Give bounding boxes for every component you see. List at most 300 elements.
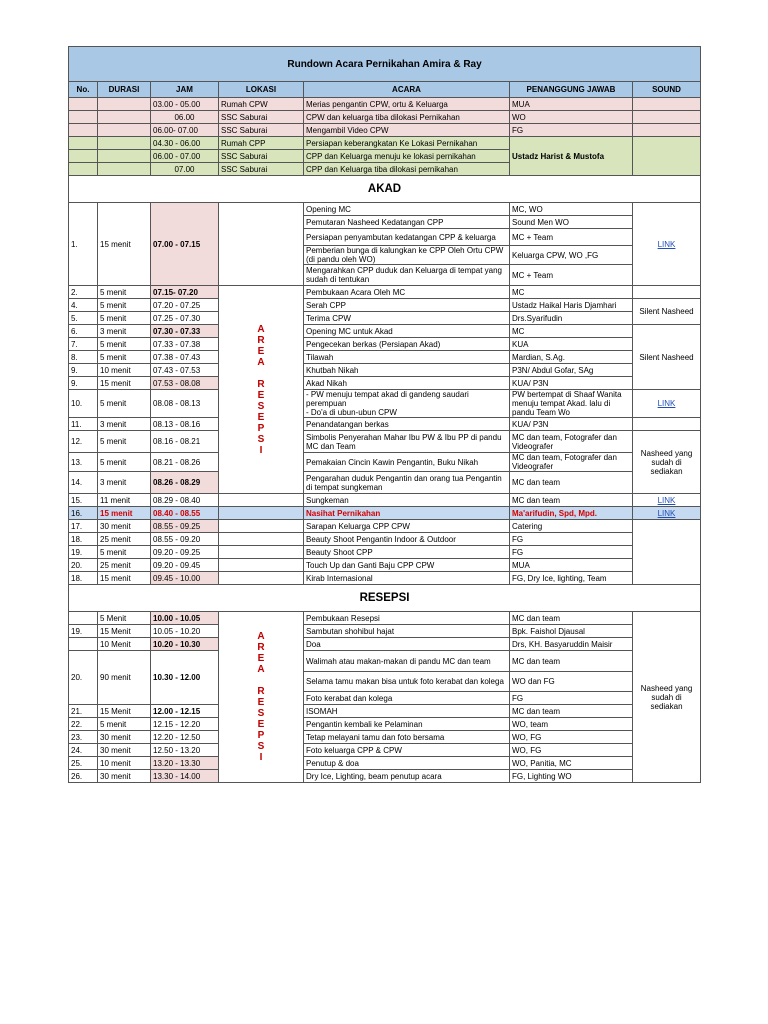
durasi-cell: 5 menit [98,718,151,731]
table-row [69,364,701,377]
no-cell: 5. [69,312,98,325]
prep-row [69,98,701,111]
section-akad-heading: AKAD [69,176,701,203]
no-cell: 13. [69,453,98,472]
acara-cell: Dry Ice, Lighting, beam penutup acara [304,770,510,783]
table-row [69,494,701,507]
no-cell: 15. [69,494,98,507]
acara-cell: Sambutan shohibul hajat [304,625,510,638]
jam-cell: 12.20 - 12.50 [151,731,219,744]
jam-cell: 08.08 - 08.13 [151,390,219,418]
pj-cell: MC + Team [510,265,633,286]
pj-cell: MC dan team [510,612,633,625]
table-row [69,572,701,585]
durasi-cell: 5 menit [98,299,151,312]
acara-cell: Simbolis Penyerahan Mahar Ibu PW & Ibu PP di pandu MC dan Team [304,431,510,453]
pj-cell: Drs, KH. Basyaruddin Maisir [510,638,633,651]
column-header: ACARA [304,82,510,98]
acara-cell: Tetap melayani tamu dan foto bersama [304,731,510,744]
table-row [69,533,701,546]
jam-cell: 07.33 - 07.38 [151,338,219,351]
table-cell [69,612,98,625]
no-cell: 23. [69,731,98,744]
durasi-cell: 10 Menit [98,638,151,651]
durasi-cell: 11 menit [98,494,151,507]
acara-cell: Pemakaian Cincin Kawin Pengantin, Buku Nikah [304,453,510,472]
area-letter: E [257,697,265,708]
table-cell [219,507,304,520]
section-row [69,176,701,203]
jam-cell: 06.00 - 07.00 [151,150,219,163]
area-letter: S [257,741,265,752]
no-cell: 26. [69,770,98,783]
jam-cell: 10.05 - 10.20 [151,625,219,638]
durasi-cell: 15 Menit [98,705,151,718]
title-row [69,47,701,82]
area-letter [219,675,303,686]
sound-link[interactable]: LINK [633,494,701,507]
pj-cell: MC dan team [510,472,633,494]
durasi-cell: 15 menit [98,377,151,390]
table-cell [219,546,304,559]
pj-cell: FG [510,124,633,137]
durasi-cell: 30 menit [98,731,151,744]
table-cell [633,124,701,137]
durasi-cell: 3 menit [98,325,151,338]
no-cell: 12. [69,431,98,453]
table-cell [69,638,98,651]
area-letter: R [257,334,265,346]
no-cell: 6. [69,325,98,338]
table-row [69,312,701,325]
table-cell [98,111,151,124]
table-cell [219,533,304,546]
acara-cell: CPP dan Keluarga menuju ke lokasi pernikahan [304,150,510,163]
acara-cell: Opening MC untuk Akad [304,325,510,338]
acara-cell: Walimah atau makan-makan di pandu MC dan team [304,651,510,672]
pj-cell: MC, WO [510,203,633,216]
table-row [69,472,701,494]
acara-cell: ISOMAH [304,705,510,718]
acara-cell: Kirab Internasional [304,572,510,585]
sound-cell: Silent Nasheed [633,299,701,325]
jam-cell: 07.30 - 07.33 [151,325,219,338]
pj-cell: FG [510,692,633,705]
table-row [69,418,701,431]
durasi-cell: 30 menit [98,520,151,533]
table-cell [98,124,151,137]
no-cell: 4. [69,299,98,312]
table-row [69,520,701,533]
area-letter: A [257,356,265,368]
table-row [69,390,701,418]
jam-cell: 08.26 - 08.29 [151,472,219,494]
no-cell: 18. [69,533,98,546]
pj-cell: MC dan team [510,705,633,718]
no-cell: 10. [69,390,98,418]
pj-cell: MUA [510,98,633,111]
jam-cell: 08.55 - 09.25 [151,520,219,533]
area-resepsi-label [219,612,304,783]
table-cell [633,111,701,124]
table-row [69,325,701,338]
column-header: SOUND [633,82,701,98]
area-letter: A [257,664,265,675]
sound-link[interactable]: LINK [633,203,701,286]
sound-cell: Nasheed yang sudah di sediakan [633,612,701,783]
acara-cell: CPP dan Keluarga tiba dilokasi pernikahan [304,163,510,176]
jam-cell: 07.53 - 08.08 [151,377,219,390]
table-row [69,651,701,672]
table-cell [633,520,701,585]
jam-cell: 07.15- 07.20 [151,286,219,299]
durasi-cell: 90 menit [98,651,151,705]
pj-cell: Bpk. Faishol Djausal [510,625,633,638]
jam-cell: 13.20 - 13.30 [151,757,219,770]
pj-cell: WO dan FG [510,672,633,692]
table-row [69,744,701,757]
area-letter: I [259,752,263,763]
pj-cell: Keluarga CPW, WO ,FG [510,246,633,265]
acara-cell: Pembukaan Resepsi [304,612,510,625]
pj-cell: Ustadz Harist & Mustofa [510,137,633,176]
lokasi-cell: SSC Saburai [219,150,304,163]
durasi-cell: 30 menit [98,770,151,783]
pj-cell: FG [510,546,633,559]
area-letter: A [257,323,265,335]
no-cell: 20. [69,651,98,705]
jam-cell: 09.45 - 10.00 [151,572,219,585]
durasi-cell: 5 Menit [98,612,151,625]
acara-cell: Opening MC [304,203,510,216]
acara-cell: Doa [304,638,510,651]
pj-cell: Catering [510,520,633,533]
table-cell [219,520,304,533]
durasi-cell: 5 menit [98,351,151,364]
no-cell: 22. [69,718,98,731]
table-cell [633,98,701,111]
jam-cell: 10.20 - 10.30 [151,638,219,651]
pj-cell: FG [510,533,633,546]
durasi-cell: 5 menit [98,286,151,299]
pj-cell: KUA [510,338,633,351]
jam-cell: 07.43 - 07.53 [151,364,219,377]
lokasi-cell: SSC Saburai [219,163,304,176]
area-letter: I [259,444,263,456]
pj-cell: WO [510,111,633,124]
no-cell: 9. [69,377,98,390]
rundown-table [68,46,701,783]
area-letter: S [257,708,265,719]
table-row [69,351,701,364]
table-row [69,299,701,312]
table-row [69,718,701,731]
no-cell: 24. [69,744,98,757]
acara-cell: Pengarahan duduk Pengantin dan orang tua Pengantin di tempat sungkeman [304,472,510,494]
pj-cell: MC dan team [510,494,633,507]
durasi-cell: 25 menit [98,559,151,572]
table-row [69,377,701,390]
no-cell: 11. [69,418,98,431]
jam-cell: 06.00- 07.00 [151,124,219,137]
no-cell: 25. [69,757,98,770]
jam-cell: 10.00 - 10.05 [151,612,219,625]
acara-cell: Pengecekan berkas (Persiapan Akad) [304,338,510,351]
area-letter: A [257,631,265,642]
table-row [69,286,701,299]
area-letter: E [257,345,265,357]
acara-cell: Merias pengantin CPW, ortu & Keluarga [304,98,510,111]
no-cell: 9. [69,364,98,377]
no-cell: 20. [69,559,98,572]
no-cell: 17. [69,520,98,533]
table-cell [633,286,701,299]
durasi-cell: 3 menit [98,418,151,431]
pj-cell: MC [510,286,633,299]
durasi-cell: 3 menit [98,472,151,494]
acara-cell: Touch Up dan Ganti Baju CPP CPW [304,559,510,572]
jam-cell: 10.30 - 12.00 [151,651,219,705]
pj-cell: WO, team [510,718,633,731]
column-header: No. [69,82,98,98]
acara-cell: Pemberian bunga di kalungkan ke CPP Oleh Ortu CPW (di pandu oleh WO) [304,246,510,265]
acara-cell: Beauty Shoot Pengantin Indoor & Outdoor [304,533,510,546]
header-row [69,82,701,98]
table-cell [98,137,151,150]
area-letter: R [257,686,265,697]
table-row [69,731,701,744]
no-cell: 19. [69,546,98,559]
jam-cell: 08.40 - 08.55 [151,507,219,520]
area-letter: P [257,730,265,741]
section-row [69,585,701,612]
pj-cell: MC + Team [510,229,633,246]
pj-cell: MC dan team, Fotografer dan Videografer [510,431,633,453]
area-letter: E [257,719,265,730]
pj-cell: MC dan team, Fotografer dan Videografer [510,453,633,472]
table-cell [219,572,304,585]
pj-cell: Drs.Syarifudin [510,312,633,325]
sound-cell: Silent Nasheed [633,325,701,390]
column-header: LOKASI [219,82,304,98]
jam-cell: 07.25 - 07.30 [151,312,219,325]
no-cell: 14. [69,472,98,494]
table-cell [98,163,151,176]
pj-cell: Mardian, S.Ag. [510,351,633,364]
acara-cell: Mengambil Video CPW [304,124,510,137]
jam-cell: 07.38 - 07.43 [151,351,219,364]
acara-cell: Akad Nikah [304,377,510,390]
column-header: JAM [151,82,219,98]
acara-cell: Tilawah [304,351,510,364]
pj-cell: KUA/ P3N [510,377,633,390]
jam-cell: 12.00 - 12.15 [151,705,219,718]
table-row [69,546,701,559]
acara-cell: Pemutaran Nasheed Kedatangan CPP [304,216,510,229]
table-row [69,638,701,651]
jam-cell: 12.50 - 13.20 [151,744,219,757]
area-letter: E [257,389,265,401]
jam-cell: 08.21 - 08.26 [151,453,219,472]
section-resepsi-heading: RESEPSI [69,585,701,612]
table-cell [633,137,701,176]
no-cell: 19. [69,625,98,638]
acara-cell: CPW dan keluarga tiba dilokasi Pernikahan [304,111,510,124]
durasi-cell: 15 menit [98,507,151,520]
acara-cell: Beauty Shoot CPP [304,546,510,559]
table-row [69,453,701,472]
durasi-cell: 30 menit [98,744,151,757]
pj-cell: WO, Panitia, MC [510,757,633,770]
no-cell: 7. [69,338,98,351]
rundown-sheet [68,46,700,783]
jam-cell: 07.00 - 07.15 [151,203,219,286]
pj-cell: MUA [510,559,633,572]
jam-cell: 09.20 - 09.45 [151,559,219,572]
prep-row [69,124,701,137]
jam-cell: 07.00 [151,163,219,176]
sound-cell: Nasheed yang sudah di sediakan [633,431,701,494]
durasi-cell: 5 menit [98,546,151,559]
no-cell: 8. [69,351,98,364]
table-cell [98,150,151,163]
acara-cell: Sungkeman [304,494,510,507]
acara-cell: Foto kerabat dan kolega [304,692,510,705]
table-cell [633,418,701,431]
table-cell [219,203,304,286]
pj-cell: MC dan team [510,651,633,672]
sound-link[interactable]: LINK [633,507,701,520]
pj-cell: MC [510,325,633,338]
table-row [69,338,701,351]
table-cell [69,111,98,124]
table-cell [98,98,151,111]
durasi-cell: 5 menit [98,390,151,418]
area-letter: E [257,411,265,423]
no-cell: 1. [69,203,98,286]
jam-cell: 08.29 - 08.40 [151,494,219,507]
acara-cell: Terima CPW [304,312,510,325]
acara-cell: Penutup & doa [304,757,510,770]
no-cell: 18. [69,572,98,585]
durasi-cell: 5 menit [98,312,151,325]
durasi-cell: 5 menit [98,431,151,453]
table-cell [69,137,98,150]
acara-cell: Penandatangan berkas [304,418,510,431]
lokasi-cell: SSC Saburai [219,124,304,137]
lokasi-cell: Rumah CPP [219,137,304,150]
table-cell [69,150,98,163]
pj-cell: FG, Dry Ice, lighting, Team [510,572,633,585]
jam-cell: 06.00 [151,111,219,124]
prep-row [69,111,701,124]
no-cell: 2. [69,286,98,299]
jam-cell: 08.16 - 08.21 [151,431,219,453]
table-row [69,757,701,770]
jam-cell: 08.55 - 09.20 [151,533,219,546]
acara-cell: Mengarahkan CPP duduk dan Keluarga di tempat yang sudah di tentukan [304,265,510,286]
area-letter [219,368,303,379]
pj-cell: Sound Men WO [510,216,633,229]
pj-cell: FG, Lighting WO [510,770,633,783]
pj-cell: Ma'arifudin, Spd, Mpd. [510,507,633,520]
acara-cell: Khutbah Nikah [304,364,510,377]
table-cell [219,559,304,572]
table-row [69,203,701,216]
durasi-cell: 25 menit [98,533,151,546]
table-row [69,770,701,783]
durasi-cell: 15 menit [98,203,151,286]
area-letter: P [257,422,265,434]
acara-cell: Pengantin kembali ke Pelaminan [304,718,510,731]
table-row [69,705,701,718]
durasi-cell: 10 menit [98,364,151,377]
jam-cell: 13.30 - 14.00 [151,770,219,783]
area-resepsi-label [219,286,304,494]
sound-link[interactable]: LINK [633,390,701,418]
table-cell [69,124,98,137]
pj-cell: WO, FG [510,744,633,757]
acara-cell: Serah CPP [304,299,510,312]
table-row [69,507,701,520]
table-row [69,625,701,638]
column-header: DURASI [98,82,151,98]
durasi-cell: 5 menit [98,338,151,351]
area-letter: S [257,400,265,412]
table-cell [219,494,304,507]
jam-cell: 03.00 - 05.00 [151,98,219,111]
lokasi-cell: SSC Saburai [219,111,304,124]
area-letter: S [257,433,265,445]
area-letter: R [257,378,265,390]
jam-cell: 08.13 - 08.16 [151,418,219,431]
durasi-cell: 5 menit [98,453,151,472]
durasi-cell: 15 Menit [98,625,151,638]
jam-cell: 07.20 - 07.25 [151,299,219,312]
table-row [69,431,701,453]
jam-cell: 04.30 - 06.00 [151,137,219,150]
table-row [69,612,701,625]
acara-cell: Persiapan penyambutan kedatangan CPP & keluarga [304,229,510,246]
jam-cell: 09.20 - 09.25 [151,546,219,559]
acara-cell: Foto keluarga CPP & CPW [304,744,510,757]
pj-cell: PW bertempat di Shaaf Wanita menuju tempat Akad. lalu di pandu Team Wo [510,390,633,418]
page-title: Rundown Acara Pernikahan Amira & Ray [69,47,701,82]
pj-cell: Ustadz Haikal Haris Djamhari [510,299,633,312]
acara-cell: Persiapan keberangkatan Ke Lokasi Pernikahan [304,137,510,150]
durasi-cell: 15 menit [98,572,151,585]
table-row [69,559,701,572]
area-letter: E [257,653,265,664]
table-cell [69,163,98,176]
durasi-cell: 10 menit [98,757,151,770]
prep-row [69,137,701,150]
area-letter: R [257,642,265,653]
acara-cell: Sarapan Keluarga CPP CPW [304,520,510,533]
acara-cell: Pembukaan Acara Oleh MC [304,286,510,299]
lokasi-cell: Rumah CPW [219,98,304,111]
jam-cell: 12.15 - 12.20 [151,718,219,731]
pj-cell: KUA/ P3N [510,418,633,431]
acara-cell: Selama tamu makan bisa untuk foto kerabat dan kolega [304,672,510,692]
pj-cell: P3N/ Abdul Gofar, SAg [510,364,633,377]
table-cell [69,98,98,111]
no-cell: 16. [69,507,98,520]
acara-cell: Nasihat Pernikahan [304,507,510,520]
no-cell: 21. [69,705,98,718]
acara-cell: - PW menuju tempat akad di gandeng saudari perempuan - Do'a di ubun-ubun CPW [304,390,510,418]
pj-cell: WO, FG [510,731,633,744]
